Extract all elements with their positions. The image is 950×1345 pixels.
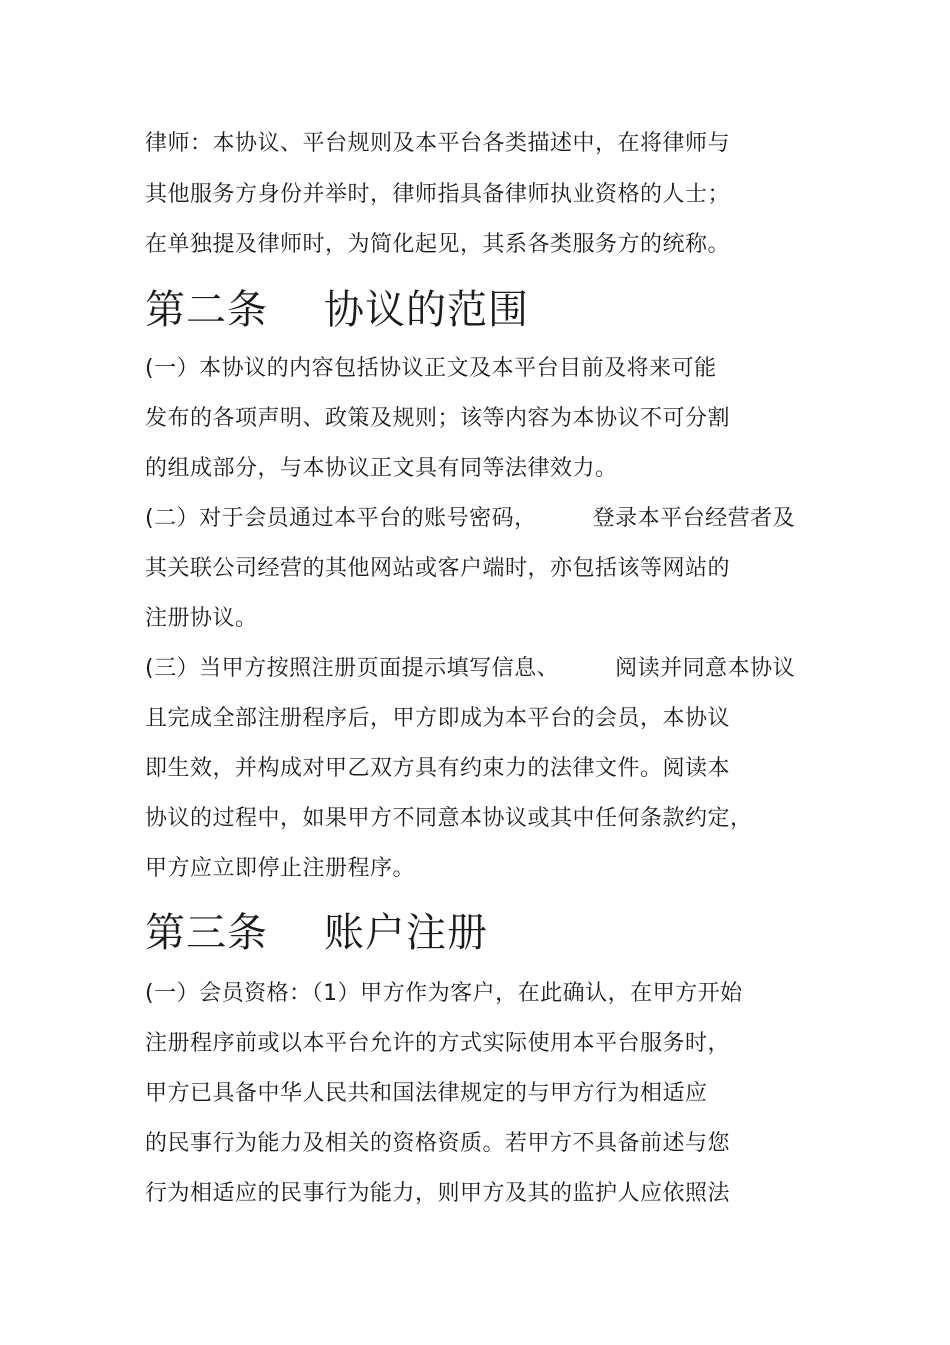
section-heading-3 — [145, 908, 488, 958]
paragraph-line: (一）本协议的内容包括协议正文及本平台目前及将来可能 — [145, 356, 717, 381]
paragraph-line: 甲方应立即停止注册程序。 — [145, 856, 416, 881]
paragraph-line: 且完成全部注册程序后，甲方即成为本平台的会员，本协议 — [145, 706, 731, 731]
paragraph-line: 注册程序前或以本平台允许的方式实际使用本平台服务时， — [145, 1031, 731, 1056]
paragraph-line — [145, 504, 795, 534]
paragraph-line: 协议的过程中，如果甲方不同意本协议或其中任何条款约定， — [145, 806, 753, 831]
paragraph-line: 注册协议。 — [145, 606, 258, 631]
line-segment: (三）当甲方按照注册页面提示填写信息、 — [145, 656, 560, 681]
heading-title: 协议的范围 — [324, 287, 529, 333]
paragraph-line: 其他服务方身份并举时，律师指具备律师执业资格的人士； — [145, 182, 731, 207]
paragraph-line — [145, 654, 795, 684]
line-segment: 阅读并同意本协议 — [615, 656, 796, 681]
line-segment: (二）对于会员通过本平台的账号密码， — [145, 506, 537, 531]
paragraph-line: (一）会员资格：（1）甲方作为客户，在此确认，在甲方开始 — [145, 981, 743, 1006]
paragraph-line: 即生效，并构成对甲乙双方具有约束力的法律文件。阅读本 — [145, 756, 731, 781]
heading-number: 第二条 — [145, 287, 268, 333]
paragraph-line: 律师：本协议、平台规则及本平台各类描述中，在将律师与 — [145, 131, 731, 156]
paragraph-line: 的组成部分，与本协议正文具有同等法律效力。 — [145, 456, 618, 481]
heading-title: 账户注册 — [324, 910, 488, 956]
paragraph-line: 行为相适应的民事行为能力，则甲方及其的监护人应依照法 — [145, 1181, 731, 1206]
paragraph-line: 甲方已具备中华人民共和国法律规定的与甲方行为相适应 — [145, 1081, 708, 1106]
paragraph-line: 的民事行为能力及相关的资格资质。若甲方不具备前述与您 — [145, 1131, 731, 1156]
heading-number: 第三条 — [145, 910, 268, 956]
line-segment: 登录本平台经营者及 — [592, 506, 796, 531]
paragraph-line: 在单独提及律师时，为简化起见，其系各类服务方的统称。 — [145, 232, 731, 257]
section-heading-2 — [145, 285, 529, 335]
paragraph-line: 发布的各项声明、政策及规则；该等内容为本协议不可分割 — [145, 406, 731, 431]
paragraph-line: 其关联公司经营的其他网站或客户端时，亦包括该等网站的 — [145, 556, 731, 581]
